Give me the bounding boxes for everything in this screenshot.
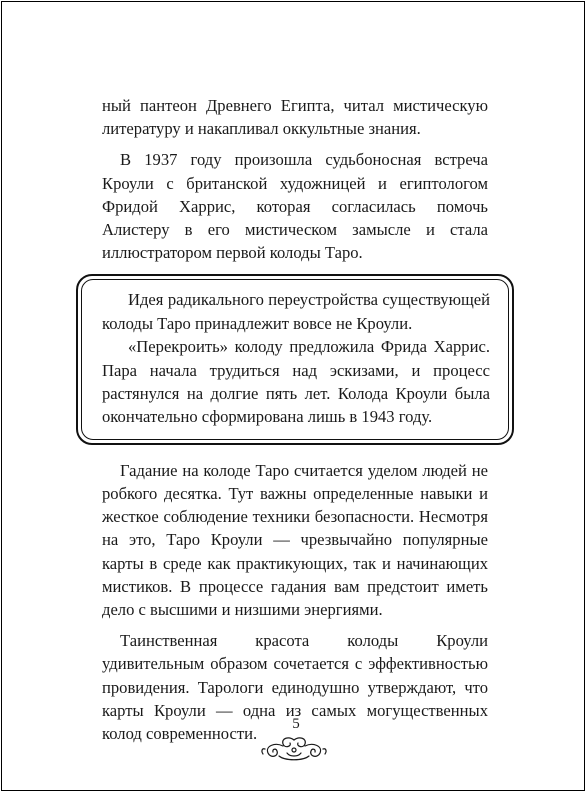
callout-inner-frame (81, 279, 509, 439)
callout-box (76, 274, 514, 444)
paragraph-meeting-1937: В 1937 году произошла судьбоносная встреча Кроули с британской художницей и египтологом Фридой Харрис, которая согласилась помочь Алистеру в его мистическом замысле и стала иллюстратором первой колоды Таро. (102, 150, 488, 263)
callout-paragraph-harris: «Перекроить» колоду предложила Фрида Харрис. Пара начала трудиться над эскизами, и процесс растянулся на долгие пять лет. Колода Кроули была окончательно сформирована лишь в 1943 году. (102, 337, 490, 427)
callout-paragraph-idea: Идея радикального переустройства существующей колоды Таро принадлежит вовсе не Кроули. (102, 290, 490, 333)
page-body (102, 94, 488, 753)
paragraph-continued: ный пантеон Древнего Египта, читал мистическую литературу и накапливал оккультные знания. (102, 96, 488, 139)
flourish-ornament-icon (259, 734, 329, 764)
paragraph-divination: Гадание на колоде Таро считается уделом людей не робкого десятка. Тут важны определенные навыки и жесткое соблюдение техники безопасности. Несмотря на это, Таро Кроули — чрезвычайно популярные карты в среде как практикующих, так и начинающих мистиков. В процессе гадания вам предстоит иметь дело с высшими и низшими энергиями. (102, 460, 488, 620)
page-footer (0, 716, 588, 764)
paragraph-beauty: Таинственная красота колоды Кроули удивительным образом сочетается с эффективностью провидения. Тарологи единодушно утверждают, что карты Кроули — одна из самых могущественных колод современности. (102, 631, 488, 744)
page-number: 5 (292, 716, 300, 732)
